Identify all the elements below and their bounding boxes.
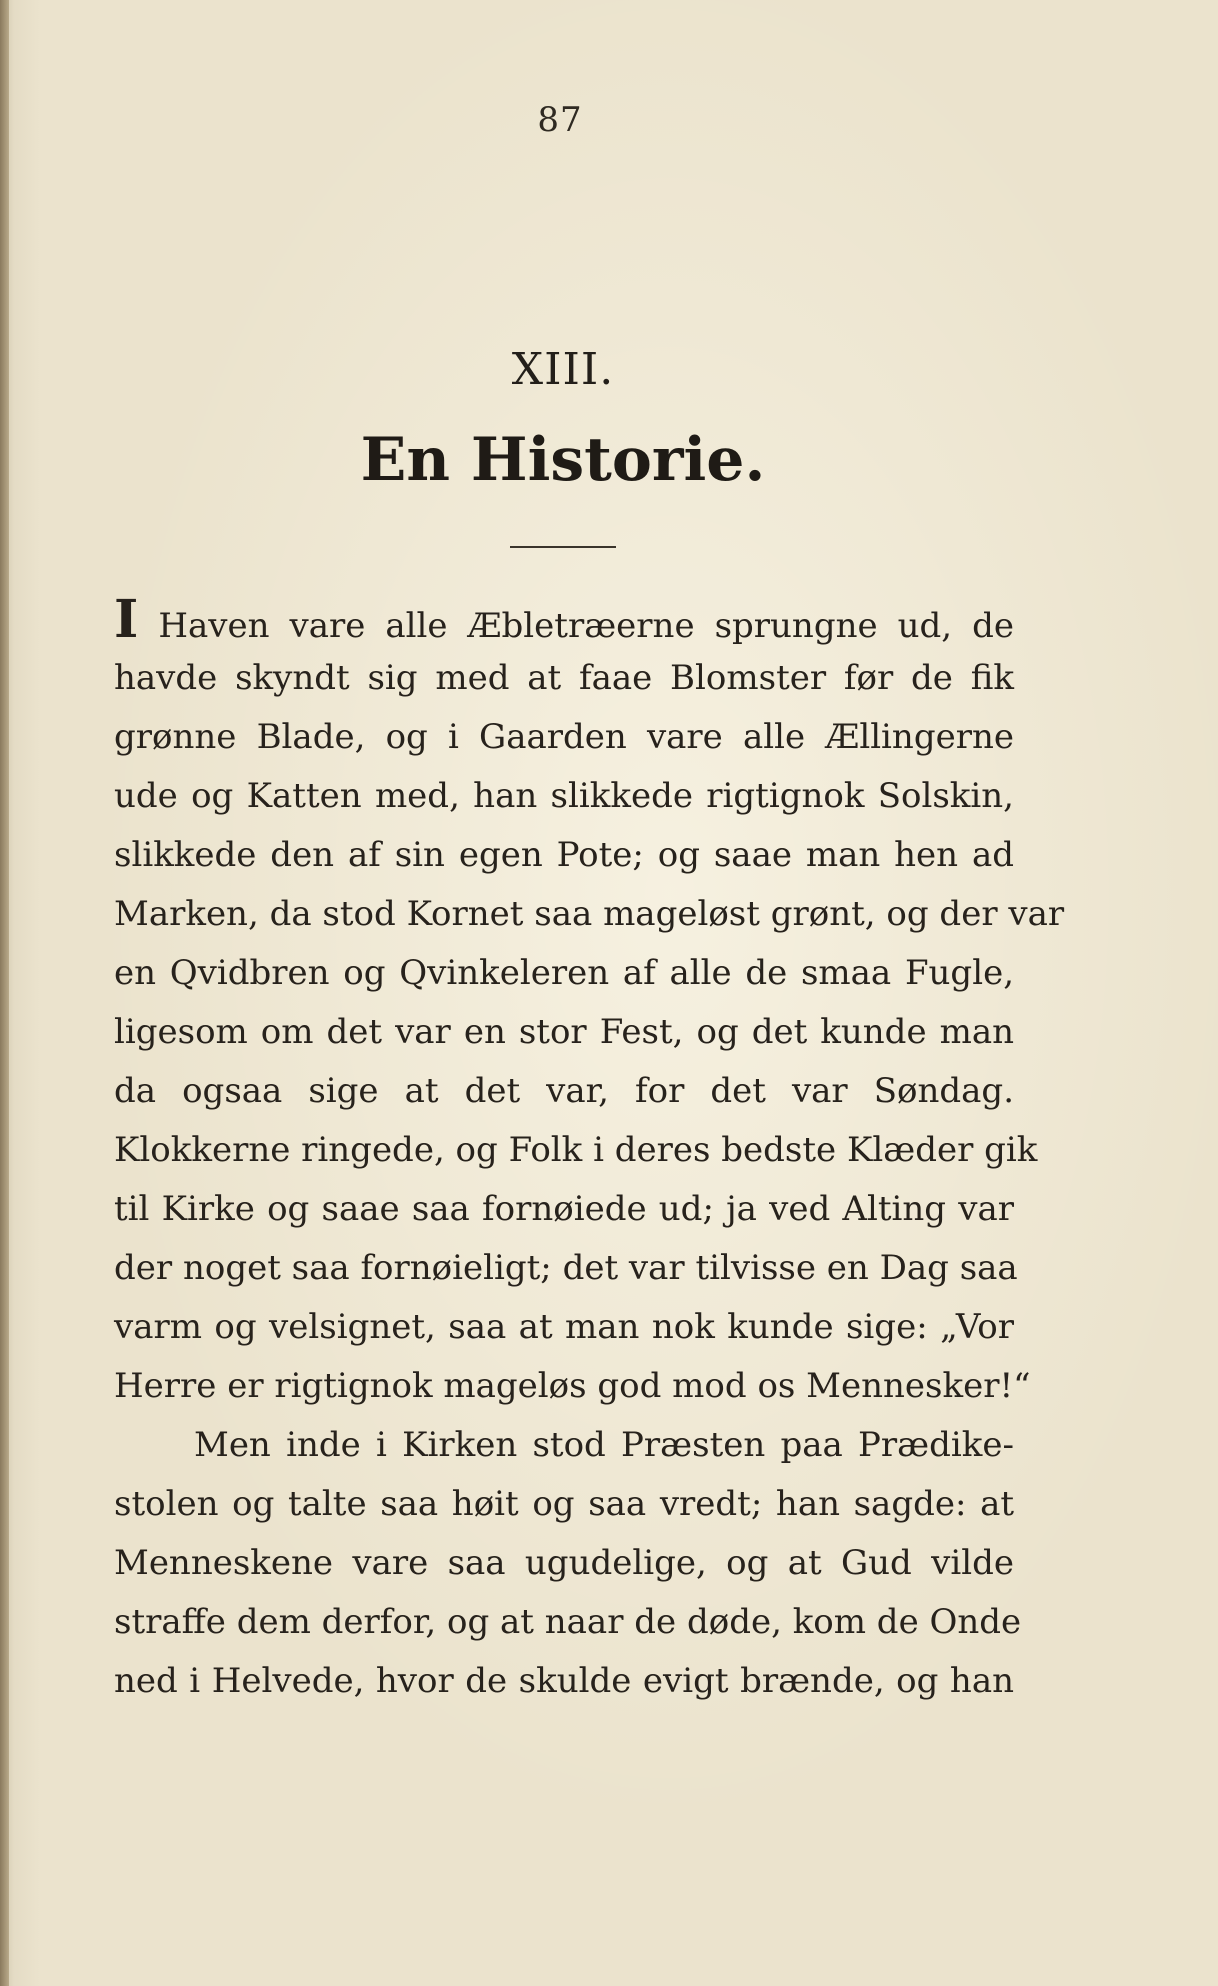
text-line: ude og Katten med, han slikkede rigtignok Solskin, — [114, 776, 1014, 816]
text-line: ligesom om det var en stor Fest, og det kunde man — [114, 1012, 1014, 1052]
drop-cap: I — [114, 589, 139, 650]
text-line — [114, 590, 1014, 649]
text-line: til Kirke og saae saa fornøiede ud; ja ved Alting var — [114, 1189, 1014, 1229]
text-line: Herre er rigtignok mageløs god mod os Mennesker!“ — [114, 1366, 1031, 1406]
text-line: der noget saa fornøieligt; det var tilvisse en Dag saa — [114, 1248, 1018, 1288]
binding-edge — [0, 0, 9, 1986]
text-line: da ogsaa sige at det var, for det var Søndag. — [114, 1071, 1014, 1111]
text-line: en Qvidbren og Qvinkeleren af alle de smaa Fugle, — [114, 953, 1014, 993]
text-line: slikkede den af sin egen Pote; og saae man hen ad — [114, 835, 1014, 875]
body-text — [114, 589, 1065, 1711]
text-line-content: Haven vare alle Æbletræerne sprungne ud, de — [138, 606, 1014, 646]
chapter-title: En Historie. — [360, 425, 766, 495]
text-line: Klokkerne ringede, og Folk i deres bedste Klæder gik — [114, 1130, 1038, 1170]
text-line: straffe dem derfor, og at naar de døde, kom de Onde — [114, 1602, 1022, 1642]
text-line: varm og velsignet, saa at man nok kunde sige: „Vor — [114, 1307, 1014, 1347]
text-line: stolen og talte saa høit og saa vredt; han sagde: at — [114, 1484, 1014, 1524]
text-line: havde skyndt sig med at faae Blomster før de fik — [114, 658, 1014, 698]
text-line: ned i Helvede, hvor de skulde evigt brænde, og han — [114, 1661, 1014, 1701]
text-line: Marken, da stod Kornet saa mageløst grønt, og der var — [114, 894, 1065, 934]
text-line: Menneskene vare saa ugudelige, og at Gud vilde — [114, 1543, 1014, 1583]
text-line: Men inde i Kirken stod Præsten paa Prædike- — [194, 1425, 1014, 1465]
title-divider — [510, 546, 616, 548]
chapter-number: XIII. — [511, 344, 615, 395]
text-line: grønne Blade, og i Gaarden vare alle Ællingerne — [114, 717, 1014, 757]
page-number: 87 — [537, 100, 583, 140]
